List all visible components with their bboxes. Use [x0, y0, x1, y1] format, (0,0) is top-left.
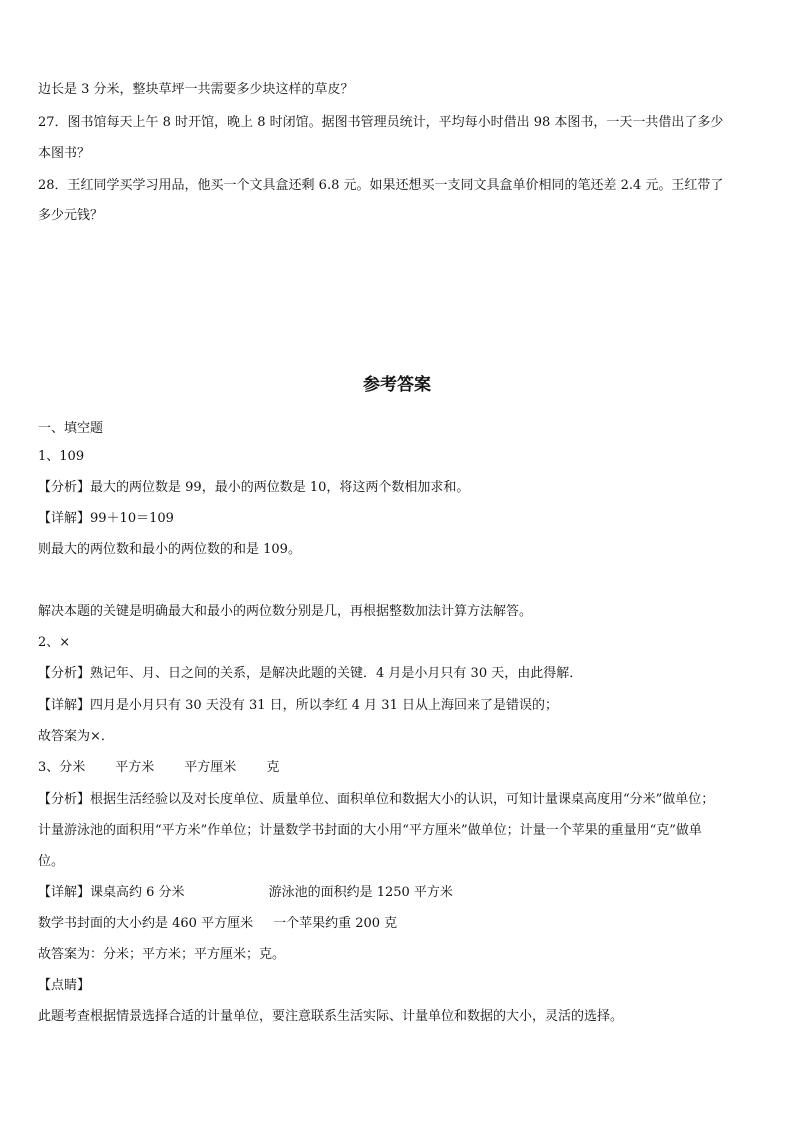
question-27-line1: 27．图书馆每天上午 8 时开馆，晚上 8 时闭馆。据图书管理员统计，平均每小时借出 98 本图书，一天一共借出了多少: [38, 115, 724, 130]
answer-3-point-tag: 【点睛】: [38, 978, 91, 993]
answer-3-number: [38, 759, 764, 777]
question-26-tail: 边长是 3 分米，整块草坪一共需要多少块这样的草皮？: [38, 82, 354, 97]
answer-1-note: 解决本题的关键是明确最大和最小的两位数分别是几，再根据整数加法计算方法解答。: [38, 604, 533, 619]
answer-3-unit4: 克: [266, 760, 280, 775]
answer-3-detail-line1: [38, 884, 764, 902]
answer-1-conclusion: 则最大的两位数和最小的两位数的和是 109。: [38, 542, 301, 557]
question-28-line1: 28．王红同学买学习用品，他买一个文具盒还剩 6.8 元。如果还想买一支同文具盒单价相同的笔还差 2.4 元。王红带了: [38, 178, 724, 193]
detail-text: 99＋10＝109: [90, 511, 174, 526]
detail-desk: 课桌高约 6 分米: [90, 885, 185, 900]
answer-1-detail: [38, 510, 764, 528]
answers-title: 参考答案: [363, 375, 431, 395]
detail-tag: 【详解】: [38, 698, 91, 713]
answer-2-detail: [38, 697, 764, 715]
detail-tag: 【详解】: [38, 511, 91, 526]
detail-book: 数学书封面的大小约是 460 平方厘米: [38, 916, 254, 931]
answer-3-unit3: 平方厘米: [184, 760, 237, 775]
answer-2-conclusion: 故答案为×．: [38, 729, 114, 744]
answer-1-number: 1、109: [38, 449, 85, 464]
answer-3-unit1: 3、分米: [38, 760, 86, 775]
question-27-line2: 本图书？: [38, 146, 91, 161]
analysis-text: 熟记年、月、日之间的关系，是解决此题的关键．4 月是小月只有 30 天，由此得解．: [90, 666, 583, 681]
answer-2-analysis: [38, 665, 764, 683]
answer-2-number: 2、×: [38, 635, 71, 650]
analysis-text: 根据生活经验以及对长度单位、质量单位、面积单位和数据大小的认识，可知计量课桌高度用“分米”做单位；: [90, 792, 715, 807]
answer-3-analysis-line2: 计量游泳池的面积用“平方米”作单位；计量数学书封面的大小用“平方厘米”做单位；计量一个苹果的重量用“克”做单: [38, 823, 702, 838]
question-28-line2: 多少元钱？: [38, 208, 104, 223]
detail-apple: 一个苹果约重 200 克: [273, 916, 398, 931]
answer-3-conclusion: 故答案为：分米；平方米；平方厘米；克。: [38, 947, 286, 962]
answer-3-analysis-line3: 位。: [38, 854, 65, 869]
answer-3-unit2: 平方米: [115, 760, 155, 775]
analysis-tag: 【分析】: [38, 666, 91, 681]
analysis-text: 最大的两位数是 99，最小的两位数是 10，将这两个数相加求和。: [90, 480, 470, 495]
answer-3-detail-line2: [38, 915, 764, 933]
answer-1-analysis: [38, 479, 764, 497]
answer-3-analysis-line1: [38, 791, 764, 809]
detail-pool: 游泳池的面积约是 1250 平方米: [268, 885, 453, 900]
analysis-tag: 【分析】: [38, 480, 91, 495]
detail-text: 四月是小月只有 30 天没有 31 日，所以李红 4 月 31 日从上海回来了是错误的；: [90, 698, 558, 713]
detail-tag: 【详解】: [38, 885, 91, 900]
answer-3-point: 此题考查根据情景选择合适的计量单位，要注意联系生活实际、计量单位和数据的大小，灵活的选择。: [38, 1009, 624, 1024]
section-heading: 一、填空题: [38, 421, 104, 436]
analysis-tag: 【分析】: [38, 792, 91, 807]
